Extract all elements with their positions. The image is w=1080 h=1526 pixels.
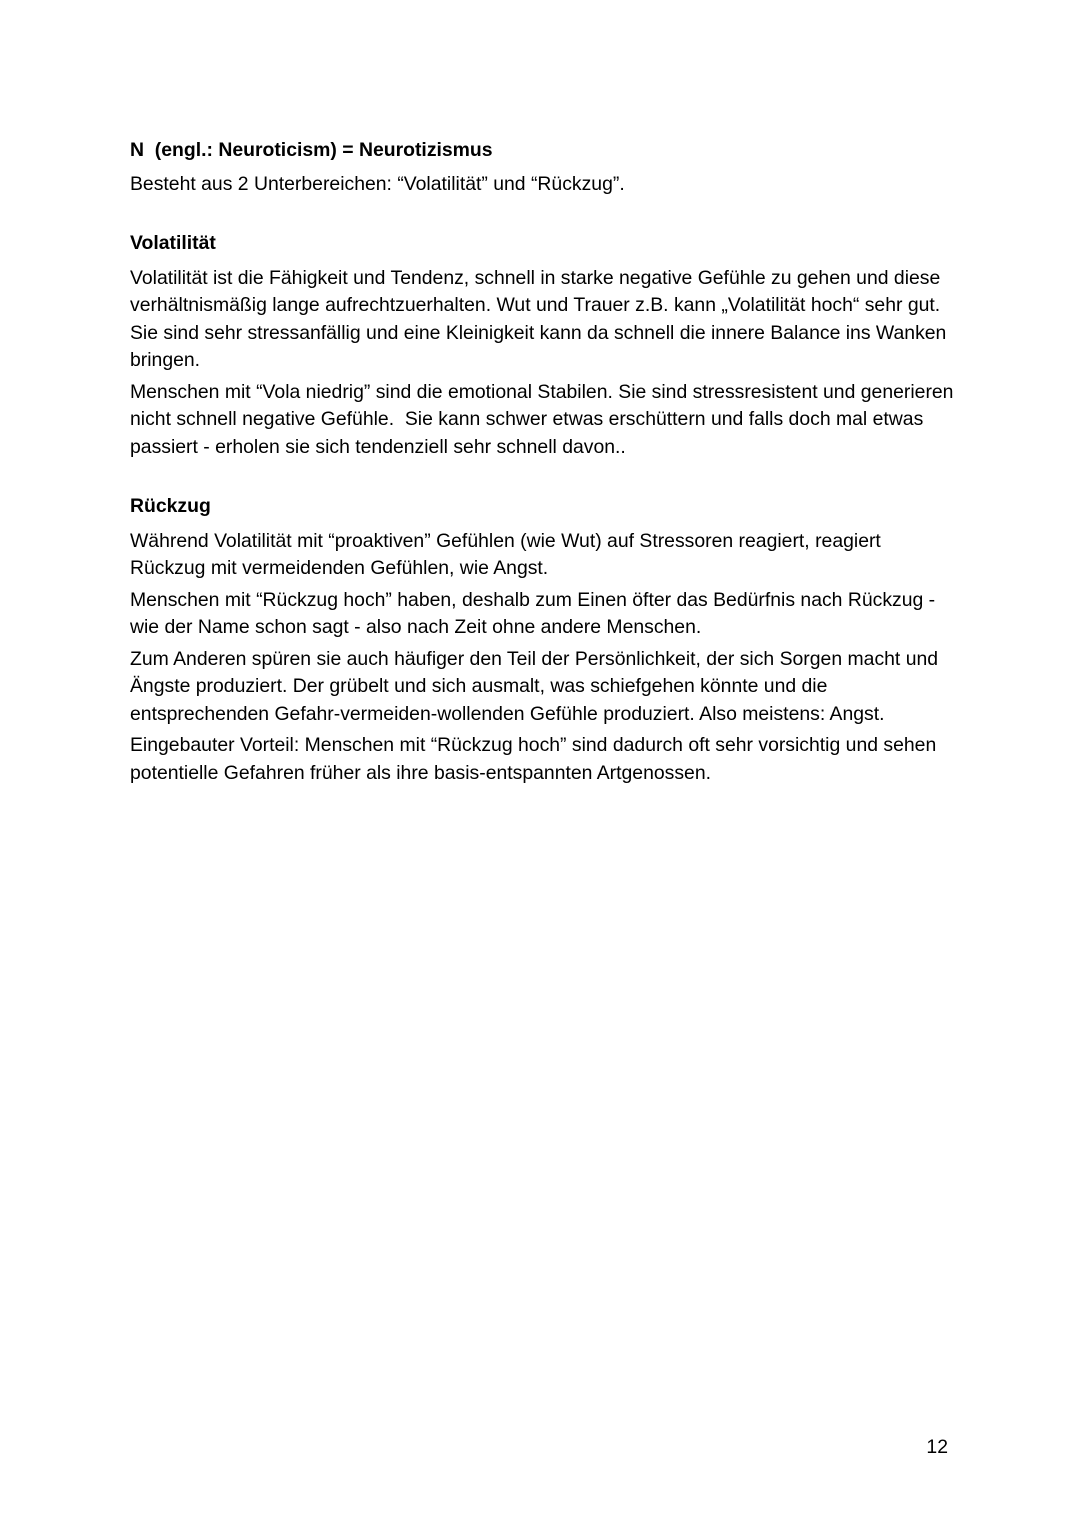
page-title: N (engl.: Neuroticism) = Neurotizismus [130,139,493,161]
paragraph: Während Volatilität mit “proaktiven” Gefühlen (wie Wut) auf Stressoren reagiert, reagiert Rückzug mit vermeidenden Gefühlen, wie Angst. [130,529,887,579]
paragraph: Menschen mit “Rückzug hoch” haben, deshalb zum Einen öfter das Bedürfnis nach Rückzug - wie der Name schon sagt - also nach Zeit ohne andere Menschen. [130,588,941,638]
page-number: 12 [926,1436,948,1458]
document-content [130,137,959,791]
intro-paragraph: Besteht aus 2 Unterbereichen: “Volatilität” und “Rückzug”. [130,172,625,195]
section-heading-volatilitaet: Volatilität [130,232,216,254]
section-rueckzug [130,493,954,787]
section-volatilitaet [130,230,959,461]
section-heading-rueckzug: Rückzug [130,495,211,517]
paragraph: Eingebauter Vorteil: Menschen mit “Rückzug hoch” sind dadurch oft sehr vorsichtig und sehen potentielle Gefahren früher als ihre basis-entspannten Artgenossen. [130,734,942,784]
paragraph: Volatilität ist die Fähigkeit und Tendenz, schnell in starke negative Gefühle zu gehen und diese verhältnismäßig lange aufrechtzuerhalten. Wut und Trauer z.B. kann „Volatilität hoch“ sehr gut. Sie sind sehr stressanfällig und eine Kleinigkeit kann da schnell die innere Balance ins Wanken bringen. [130,266,952,371]
paragraph: Zum Anderen spüren sie auch häufiger den Teil der Persönlichkeit, der sich Sorgen macht und Ängste produziert. Der grübelt und sich ausmalt, was schiefgehen könnte und die entsprechenden Gefahr-vermeiden-wollenden Gefühle produziert. Also meistens: Angst. [130,647,944,725]
paragraph: Menschen mit “Vola niedrig” sind die emotional Stabilen. Sie sind stressresistent und generieren nicht schnell negative Gefühle. Sie kann schwer etwas erschüttern und falls doch mal etwas passiert - erholen sie sich tendenziell sehr schnell davon.. [130,380,959,458]
